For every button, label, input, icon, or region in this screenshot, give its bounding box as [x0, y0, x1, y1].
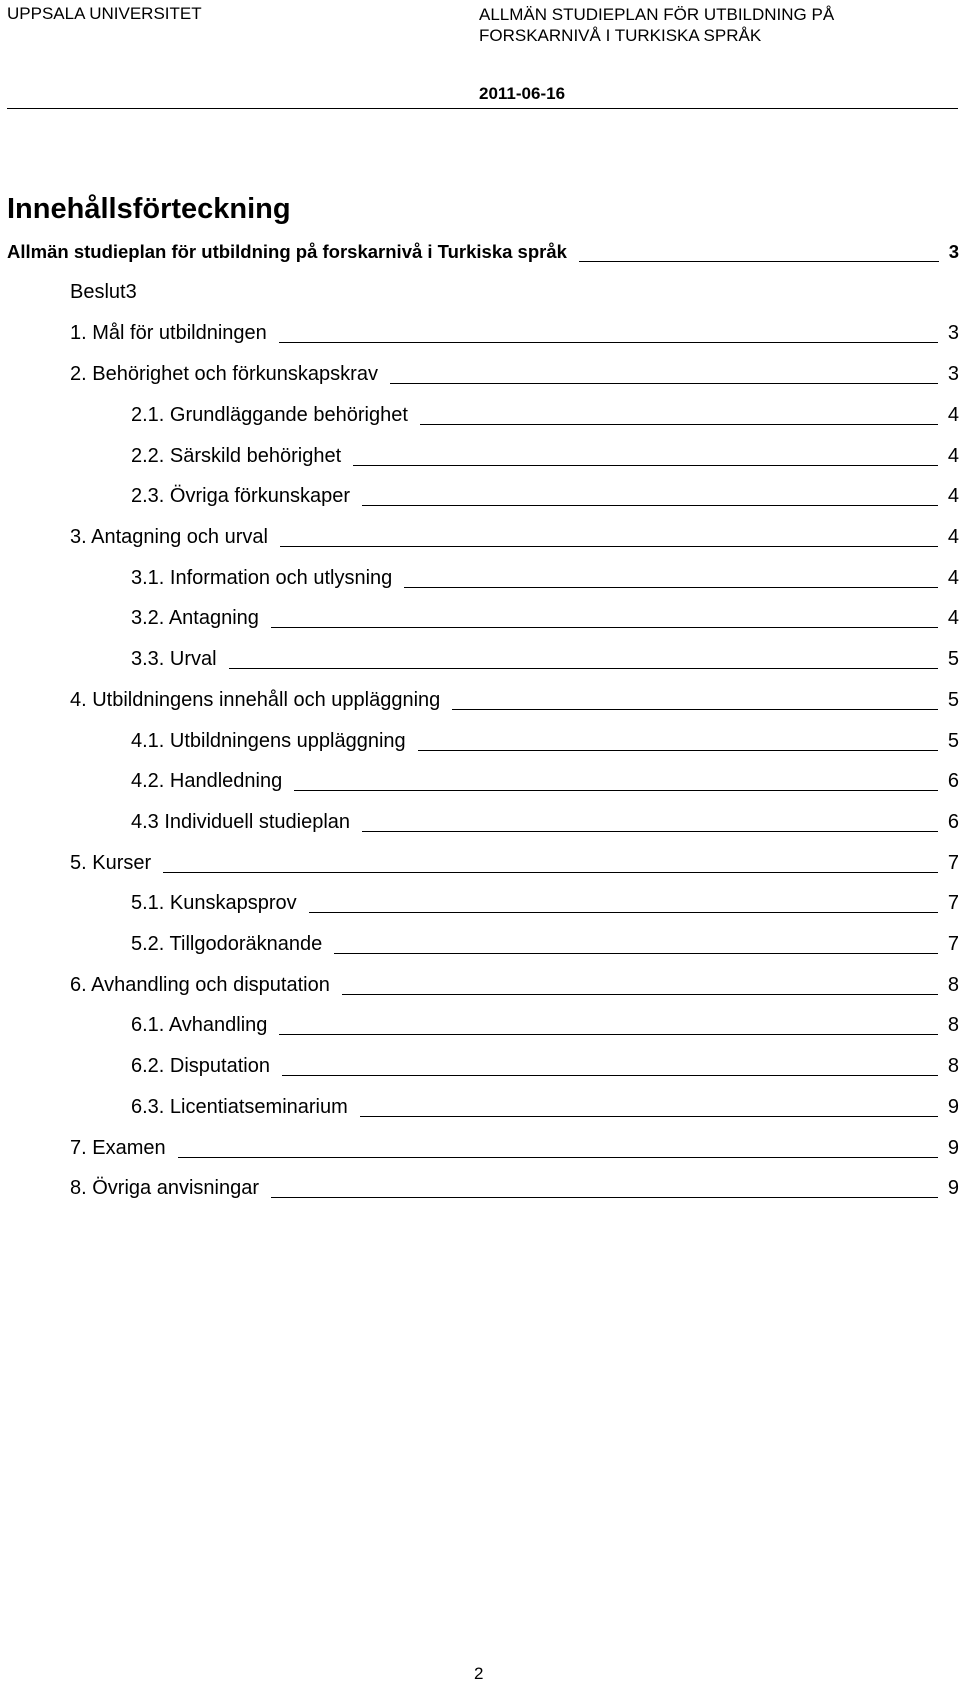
toc-leader — [334, 933, 938, 954]
toc-entry-label: 3. Antagning och urval — [70, 526, 268, 548]
toc-entry[interactable] — [131, 648, 959, 676]
toc-leader — [579, 241, 939, 262]
toc-entry-page: 7 — [947, 933, 959, 955]
toc-entry-page: 5 — [947, 730, 959, 752]
toc-entry[interactable] — [70, 322, 959, 350]
toc-entry[interactable] — [70, 363, 959, 391]
toc-entry[interactable] — [131, 1055, 959, 1083]
toc-leader — [418, 730, 938, 751]
toc-entry[interactable] — [131, 1014, 959, 1042]
document-title-line-2: FORSKARNIVÅ I TURKISKA SPRÅK — [479, 26, 762, 45]
toc-entry-page: 9 — [947, 1137, 959, 1159]
toc-entry[interactable] — [131, 607, 959, 635]
toc-entry-label: 4. Utbildningens innehåll och uppläggning — [70, 689, 441, 711]
toc-entry-label: 1. Mål för utbildningen — [70, 322, 267, 344]
toc-leader — [280, 526, 938, 547]
toc-entry-label: 6.2. Disputation — [131, 1055, 270, 1077]
toc-entry-label: 6.1. Avhandling — [131, 1014, 268, 1036]
toc-entry-label: 4.2. Handledning — [131, 770, 283, 792]
toc-entry-page: 4 — [947, 404, 959, 426]
toc-entry[interactable] — [70, 974, 959, 1002]
toc-leader — [229, 648, 938, 669]
toc-leader — [404, 567, 938, 588]
toc-entry-page: 9 — [947, 1096, 959, 1118]
toc-entry-page: 4 — [947, 607, 959, 629]
toc-entry-label: 2.1. Grundläggande behörighet — [131, 404, 408, 426]
toc-entry-page: 4 — [947, 485, 959, 507]
toc-entry-label: 5.1. Kunskapsprov — [131, 892, 297, 914]
toc-entry-page: 5 — [947, 648, 959, 670]
page-header — [7, 0, 958, 112]
toc-entry-page: 3 — [948, 241, 959, 262]
toc-entry-page: 3 — [947, 363, 959, 385]
toc-leader — [362, 811, 938, 832]
toc-entry-page: 5 — [947, 689, 959, 711]
toc-leader — [271, 607, 938, 628]
toc-entry-page: 4 — [947, 445, 959, 467]
toc-entry[interactable] — [131, 730, 959, 758]
toc-entry-label: 5. Kurser — [70, 852, 152, 874]
toc-leader — [420, 404, 938, 425]
toc-leader — [452, 689, 938, 710]
institution-name: UPPSALA UNIVERSITET — [7, 4, 202, 23]
toc-leader — [362, 485, 938, 506]
toc-entry-label: 6.3. Licentiatseminarium — [131, 1096, 348, 1118]
toc-entry-page: 9 — [947, 1177, 959, 1199]
toc-entry-page: 7 — [947, 852, 959, 874]
toc-entry[interactable] — [131, 404, 959, 432]
document-date: 2011-06-16 — [479, 84, 566, 103]
toc-entry-page: 6 — [947, 770, 959, 792]
toc-entry[interactable] — [131, 892, 959, 920]
toc-entry[interactable] — [7, 241, 959, 269]
document-title — [479, 4, 834, 46]
document-title-line-1: ALLMÄN STUDIEPLAN FÖR UTBILDNING PÅ — [479, 5, 835, 24]
toc-entry[interactable] — [131, 567, 959, 595]
toc-entry-label: 2.3. Övriga förkunskaper — [131, 485, 350, 507]
toc-entry[interactable] — [131, 485, 959, 513]
toc-entry-label: 2. Behörighet och förkunskapskrav — [70, 363, 378, 385]
toc-entry-label: 2.2. Särskild behörighet — [131, 445, 342, 467]
toc-leader — [178, 1137, 938, 1158]
toc-entry[interactable] — [131, 933, 959, 961]
toc-leader — [294, 770, 938, 791]
toc-entry[interactable] — [70, 852, 959, 880]
toc-entry-page: 6 — [947, 811, 959, 833]
toc-entry[interactable] — [131, 1096, 959, 1124]
toc-entry-label: Beslut3 — [70, 281, 137, 303]
toc-entry[interactable] — [70, 1177, 959, 1205]
toc-entry-page: 8 — [947, 974, 959, 996]
toc-leader — [271, 1177, 938, 1198]
page-number: 2 — [474, 1664, 484, 1683]
toc-leader — [163, 852, 938, 873]
toc-entry[interactable] — [70, 689, 959, 717]
toc-entry[interactable] — [131, 770, 959, 798]
toc-leader — [309, 892, 938, 913]
toc-entry-label: 4.3 Individuell studieplan — [131, 811, 351, 833]
toc-entry-label: 3.1. Information och utlysning — [131, 567, 393, 589]
toc-leader — [282, 1055, 938, 1076]
toc-entry[interactable] — [70, 526, 959, 554]
toc-entry-label: 3.3. Urval — [131, 648, 217, 670]
toc-entry-page: 3 — [947, 322, 959, 344]
toc-entry-page: 4 — [947, 526, 959, 548]
toc-entry-label: 4.1. Utbildningens uppläggning — [131, 730, 406, 752]
toc-entry-page: 4 — [947, 567, 959, 589]
header-divider — [7, 108, 958, 109]
toc-leader — [342, 974, 938, 995]
toc-entry[interactable] — [131, 811, 959, 839]
toc-leader — [353, 445, 938, 466]
toc-entry-label: 8. Övriga anvisningar — [70, 1177, 259, 1199]
toc-leader — [390, 363, 938, 384]
toc-entry[interactable] — [70, 281, 959, 309]
toc-entry-label: 6. Avhandling och disputation — [70, 974, 330, 996]
toc-entry-label: 3.2. Antagning — [131, 607, 259, 629]
toc-entry-label: 7. Examen — [70, 1137, 166, 1159]
toc-leader — [279, 1014, 937, 1035]
toc-entry-page: 7 — [947, 892, 959, 914]
toc-title: Innehållsförteckning — [7, 193, 291, 225]
toc-entry-page: 8 — [947, 1055, 959, 1077]
toc-entry-label: 5.2. Tillgodoräknande — [131, 933, 323, 955]
toc-entry-page: 8 — [947, 1014, 959, 1036]
toc-entry-label: Allmän studieplan för utbildning på forskarnivå i Turkiska språk — [7, 241, 567, 262]
toc-leader — [279, 322, 938, 343]
toc-entry[interactable] — [131, 445, 959, 473]
toc-entry[interactable] — [70, 1137, 959, 1165]
toc-leader — [360, 1096, 938, 1117]
